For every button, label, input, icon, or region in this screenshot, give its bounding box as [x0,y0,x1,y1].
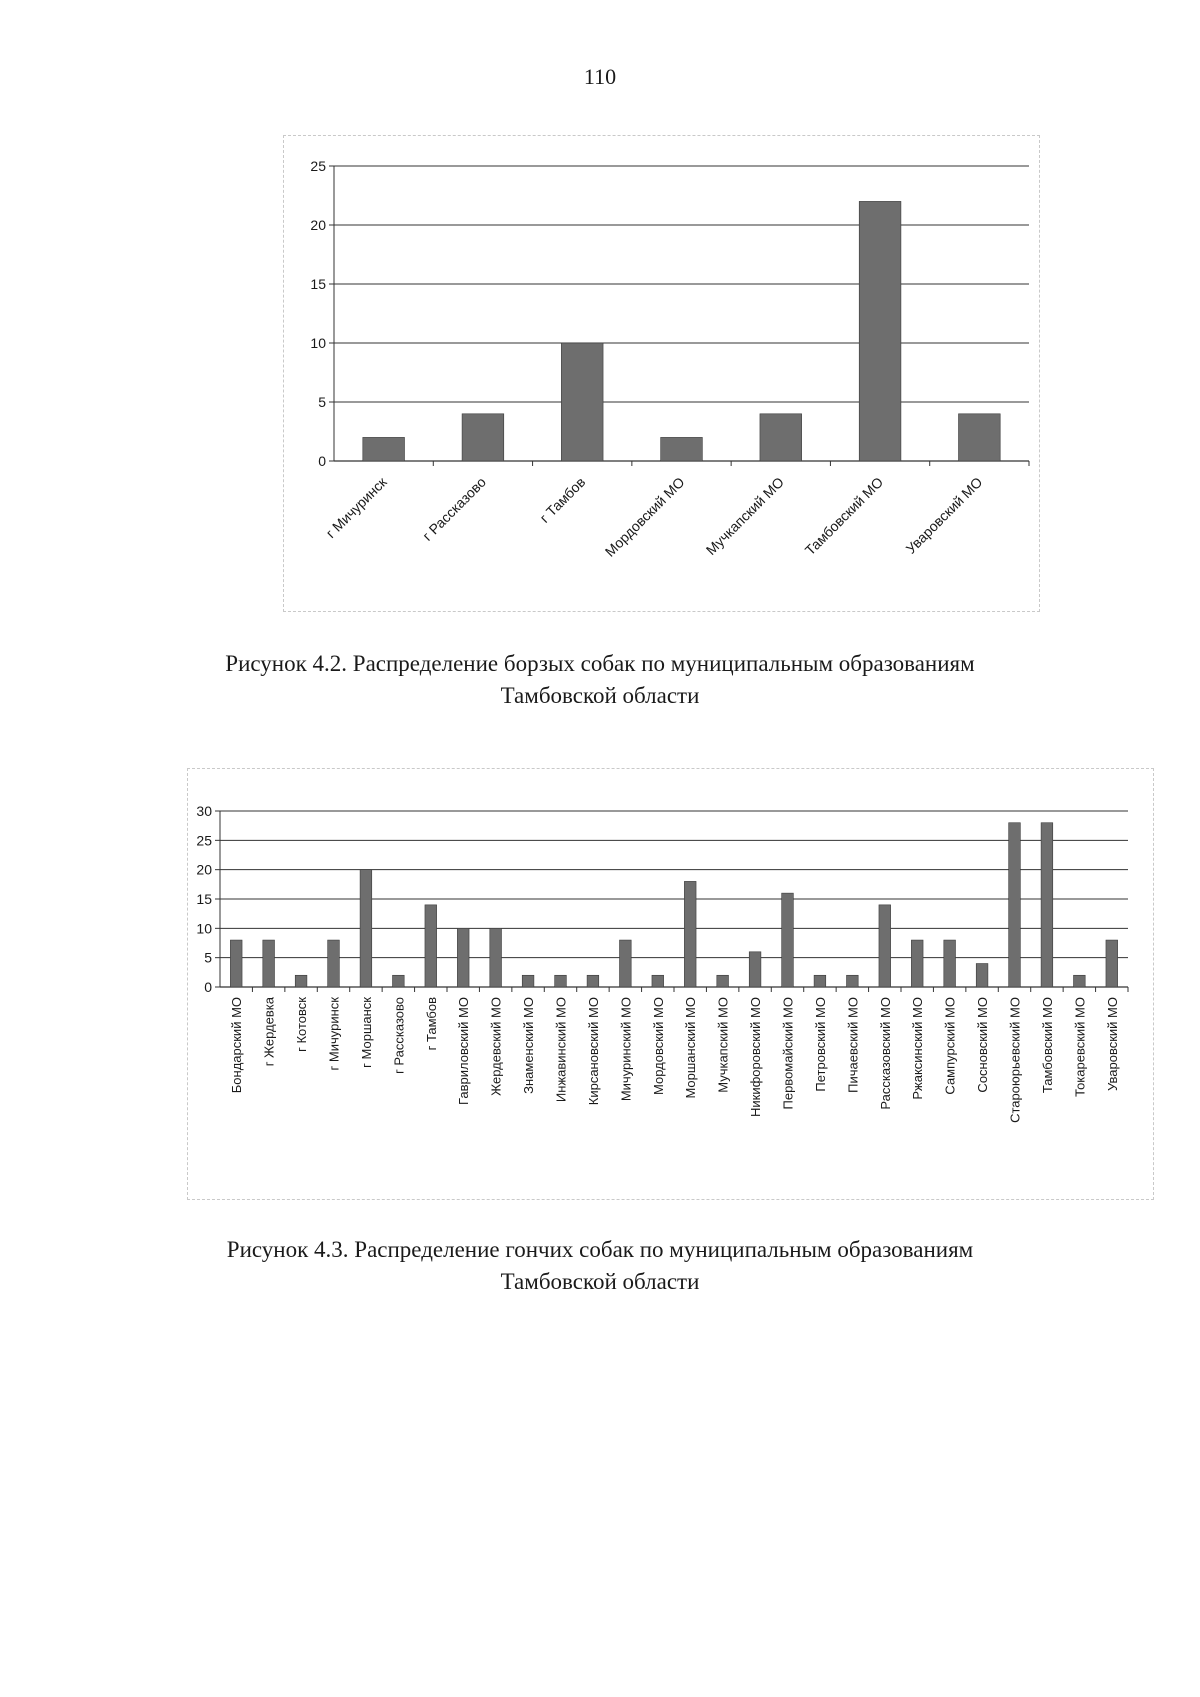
category-label: Рассказовский МО [877,997,893,1110]
bar [1074,975,1086,987]
bar [879,905,891,987]
category-label: г Рассказово [391,997,407,1074]
hound-bar-chart [188,769,1153,1199]
category-label: Уваровский МО [902,473,986,557]
category-label: Токаревский МО [1072,997,1088,1097]
bar [230,940,242,987]
bar [1009,823,1021,987]
category-label: Сосновский МО [975,997,991,1093]
bar [944,940,956,987]
category-label: Первомайский МО [780,997,796,1110]
y-tick-label: 25 [310,158,326,174]
category-label: Ржаксинский МО [910,997,926,1100]
borzoi-bar-chart [284,136,1039,611]
category-label: Знаменский МО [521,997,537,1094]
y-tick-label: 10 [196,920,212,937]
category-label: Уваровский МО [1104,997,1120,1092]
caption-line-1: Рисунок 4.3. Распределение гончих собак по муниципальным образованиям [226,1237,974,1262]
figure-caption-4-3 [0,1234,1200,1298]
bar [911,940,923,987]
bar [561,343,603,461]
y-tick-label: 0 [204,979,212,995]
y-tick-label: 10 [310,335,326,351]
category-label: Староюрьевский МО [1007,997,1023,1123]
bar [425,905,437,987]
y-tick-label: 20 [196,861,212,878]
bar [859,201,901,461]
y-tick-label: 15 [310,276,326,292]
y-tick-label: 0 [318,453,326,469]
category-label: Мучкапский МО [715,997,731,1093]
category-label: Тамбовский МО [1039,997,1055,1094]
bar [847,975,859,987]
category-label: Кирсановский МО [585,997,601,1106]
bar [620,940,632,987]
category-label: г Жердевка [261,997,277,1067]
category-label: Петровский МО [812,997,828,1092]
category-label: Никифоровский МО [748,997,764,1118]
category-label: Мучкапский МО [702,473,787,559]
category-label: г Котовск [294,997,310,1052]
category-label: г Мичуринск [322,473,390,542]
bar [1041,823,1053,987]
category-label: Моршанский МО [683,997,699,1099]
category-label: Тамбовский МО [801,473,887,559]
bar [684,881,696,987]
category-label: г Рассказово [419,473,490,544]
chart-figure-4-2 [283,135,1040,612]
bar [393,975,405,987]
bar [959,414,1001,461]
bar [782,893,794,987]
category-label: Пичаевский МО [845,997,861,1093]
category-label: Мичуринский МО [618,997,634,1102]
bar [328,940,340,987]
y-tick-label: 25 [196,832,212,849]
category-label: г Тамбов [536,473,589,526]
bar [587,975,599,987]
bar [976,964,988,987]
category-label: Гавриловский МО [456,997,472,1105]
bar [1106,940,1118,987]
y-tick-label: 5 [204,949,212,966]
bar [295,975,307,987]
category-label: Мордовский МО [650,997,666,1095]
caption-line-2: Тамбовской области [500,1269,700,1294]
category-label: Сампурский МО [942,997,958,1095]
bar [457,928,469,987]
category-label: Жердевский МО [488,997,504,1096]
bar [652,975,664,987]
bar [749,952,761,987]
page-number: 110 [583,64,617,89]
category-label: г Моршанск [358,997,374,1068]
category-label: г Тамбов [423,997,439,1051]
y-tick-label: 30 [196,803,212,819]
bar [814,975,826,987]
category-label: Бондарский МО [229,997,245,1094]
category-label: Мордовский МО [601,473,688,560]
caption-line-1: Рисунок 4.2. Распределение борзых собак по муниципальным образованиям [225,651,975,676]
bar [717,975,729,987]
caption-line-2: Тамбовской области [500,683,700,708]
bar [555,975,567,987]
bar [522,975,534,987]
y-tick-label: 5 [318,394,326,410]
bar [360,870,372,987]
bar [490,928,502,987]
category-label: Инжавинский МО [553,997,569,1103]
bar [363,437,405,461]
bar [462,414,504,461]
bar [760,414,802,461]
bar [263,940,275,987]
chart-figure-4-3 [187,768,1154,1200]
y-tick-label: 20 [310,217,326,233]
y-tick-label: 15 [196,891,212,907]
category-label: г Мичуринск [326,997,342,1071]
bar [661,437,703,461]
figure-caption-4-2 [0,648,1200,712]
